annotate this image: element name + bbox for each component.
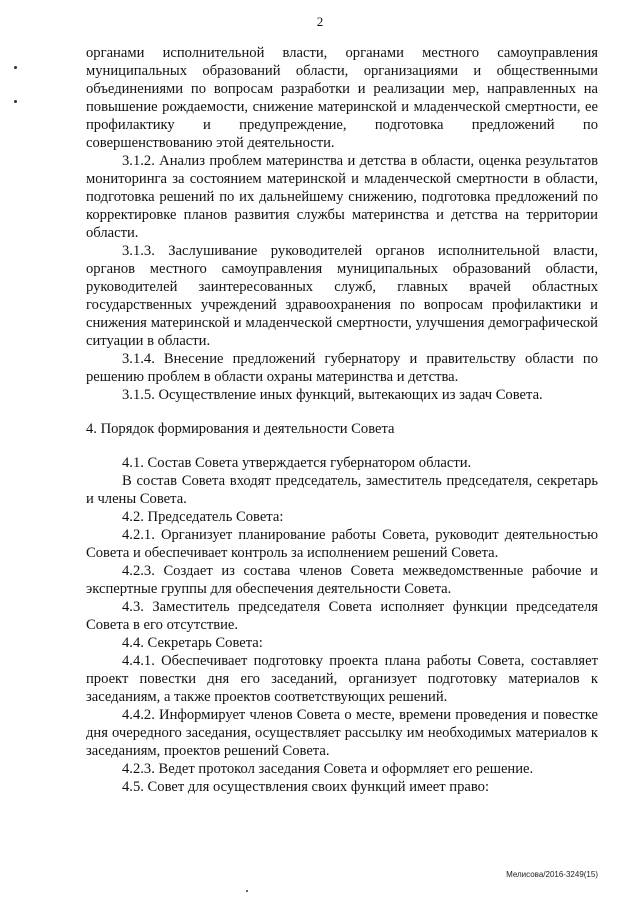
paragraph: 3.1.4. Внесение предложений губернатору и правительству области по решению проблем в области охраны материнства и детства. xyxy=(86,351,598,385)
paragraph: 4.4. Секретарь Совета: xyxy=(122,635,263,651)
document-body xyxy=(86,44,598,796)
section-heading: 4. Порядок формирования и деятельности Совета xyxy=(86,421,395,437)
paragraph: 4.3. Заместитель председателя Совета исполняет функции председателя Совета в его отсутствие. xyxy=(86,599,598,633)
paragraph: 3.1.2. Анализ проблем материнства и детства в области, оценка результатов мониторинга за состоянием материнской и младенческой смертности в области, подготовка решений по их дальнейшему снижению, подготовка предложений по корректировке планов развития службы материнства и детства на территории области. xyxy=(86,153,598,241)
paragraph: 4.4.2. Информирует членов Совета о месте, времени проведения и повестке дня очередного заседания, осуществляет рассылку им необходимых материалов к заседаниям, проектов решений Совета. xyxy=(86,707,598,759)
margin-mark xyxy=(14,100,17,103)
paragraph: 4.2.1. Организует планирование работы Совета, руководит деятельностью Совета и обеспечивает контроль за исполнением решений Совета. xyxy=(86,527,598,561)
paragraph: органами исполнительной власти, органами местного самоуправления муниципальных образований области, организациями и общественными объединениями по вопросам разработки и реализации мер, направленных на повышение рождаемости, снижение материнской и младенческой смертности, ее профилактику и предупреждение, подготовка предложений по совершенствованию этой деятельности. xyxy=(86,45,598,151)
scan-speck xyxy=(246,890,248,892)
paragraph: 4.5. Совет для осуществления своих функций имеет право: xyxy=(122,779,490,795)
paragraph: 4.2. Председатель Совета: xyxy=(122,509,284,525)
document-code: Мелисова/2016-3249(15) xyxy=(506,870,598,879)
paragraph: 3.1.5. Осуществление иных функций, вытекающих из задач Совета. xyxy=(122,387,543,403)
paragraph: 4.4.1. Обеспечивает подготовку проекта плана работы Совета, составляет проект повестки дня его заседаний, организует подготовку материалов к заседаниям, а также проектов соответствующих решений. xyxy=(86,653,598,705)
margin-mark xyxy=(14,66,17,69)
paragraph: 4.2.3. Ведет протокол заседания Совета и оформляет его решение. xyxy=(122,761,534,777)
paragraph: 4.1. Состав Совета утверждается губернатором области. xyxy=(122,455,472,471)
paragraph: В состав Совета входят председатель, заместитель председателя, секретарь и члены Совета. xyxy=(86,473,598,507)
page-number: 2 xyxy=(316,14,324,29)
paragraph: 4.2.3. Создает из состава членов Совета межведомственные рабочие и экспертные группы для обеспечения деятельности Совета. xyxy=(86,563,598,597)
paragraph: 3.1.3. Заслушивание руководителей органов исполнительной власти, органов местного самоуправления муниципальных образований области, руководителей заинтересованных служб, главных врачей областных государственных учреждений здравоохранения по вопросам профилактики и снижения материнской и младенческой смертности, улучшения демографической ситуации в области. xyxy=(86,243,598,349)
